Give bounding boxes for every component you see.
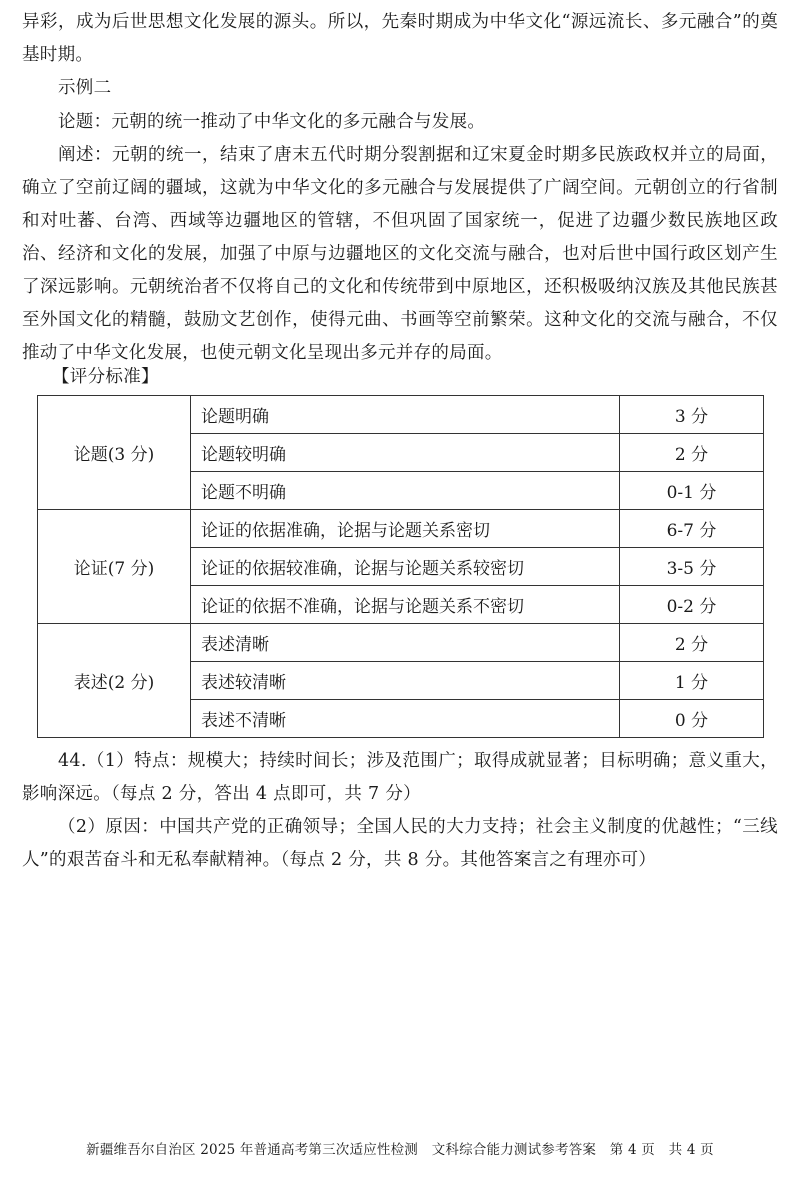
criterion-cell: 表述较清晰 <box>191 662 620 700</box>
category-cell: 表述(2 分) <box>38 624 191 738</box>
scoring-heading: 【评分标准】 <box>52 367 159 387</box>
points-cell: 0 分 <box>620 700 764 738</box>
criterion-cell: 表述清晰 <box>191 624 620 662</box>
points-cell: 6-7 分 <box>620 510 764 548</box>
intro-paragraph: 异彩，成为后世思想文化发展的源头。所以，先秦时期成为中华文化“源远流长、多元融合”的奠基时期。 <box>22 12 778 65</box>
points-cell: 0-2 分 <box>620 586 764 624</box>
criterion-cell: 论题明确 <box>191 396 620 434</box>
thesis-statement: 论题：元朝的统一推动了中华文化的多元融合与发展。 <box>58 112 486 132</box>
points-cell: 2 分 <box>620 624 764 662</box>
table-row <box>38 624 764 662</box>
criterion-cell: 论题较明确 <box>191 434 620 472</box>
criterion-cell: 论证的依据较准确，论据与论题关系较密切 <box>191 548 620 586</box>
criterion-cell: 论证的依据不准确，论据与论题关系不密切 <box>191 586 620 624</box>
points-cell: 3 分 <box>620 396 764 434</box>
category-cell: 论证(7 分) <box>38 510 191 624</box>
points-cell: 2 分 <box>620 434 764 472</box>
page-footer: 新疆维吾尔自治区 2025 年普通高考第三次适应性检测 文科综合能力测试参考答案 第 4 页 共 4 页 <box>86 1142 714 1158</box>
argument-paragraph: 阐述：元朝的统一，结束了唐末五代时期分裂割据和辽宋夏金时期多民族政权并立的局面，确立了空前辽阔的疆域，这就为中华文化的多元融合与发展提供了广阔空间。元朝创立的行省制和对吐蕃、台湾、西域等边疆地区的管辖，不但巩固了国家统一，促进了边疆少数民族地区政治、经济和文化的发展，加强了中原与边疆地区的文化交流与融合，也对后世中国行政区划产生了深远影响。元朝统治者不仅将自己的文化和传统带到中原地区，还积极吸纳汉族及其他民族甚至外国文化的精髓，鼓励文艺创作，使得元曲、书画等空前繁荣。这种文化的交流与融合，不仅推动了中华文化发展，也使元朝文化呈现出多元并存的局面。 <box>22 145 778 363</box>
points-cell: 3-5 分 <box>620 548 764 586</box>
criterion-cell: 论证的依据准确，论据与论题关系密切 <box>191 510 620 548</box>
points-cell: 0-1 分 <box>620 472 764 510</box>
table-row <box>38 396 764 434</box>
category-cell: 论题(3 分) <box>38 396 191 510</box>
scoring-table <box>37 395 764 738</box>
table-row <box>38 510 764 548</box>
example-heading: 示例二 <box>58 78 112 98</box>
criterion-cell: 论题不明确 <box>191 472 620 510</box>
q44-part1: 44.（1）特点：规模大；持续时间长；涉及范围广；取得成就显著；目标明确；意义重大，影响深远。（每点 2 分，答出 4 点即可，共 7 分） <box>22 751 778 804</box>
q44-part2: （2）原因：中国共产党的正确领导；全国人民的大力支持；社会主义制度的优越性；“三线人”的艰苦奋斗和无私奉献精神。（每点 2 分，共 8 分。其他答案言之有理亦可） <box>22 817 778 870</box>
points-cell: 1 分 <box>620 662 764 700</box>
criterion-cell: 表述不清晰 <box>191 700 620 738</box>
